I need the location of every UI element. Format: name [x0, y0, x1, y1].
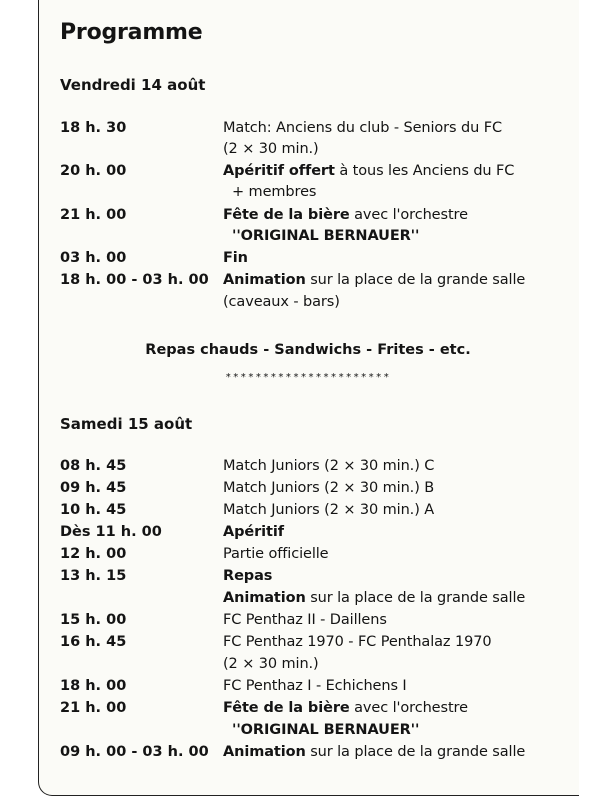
row-desc: Match Juniors (2 × 30 min.) B	[223, 480, 435, 496]
row-desc	[223, 741, 525, 763]
schedule-row	[60, 204, 560, 226]
row-time: 18 h. 00	[60, 678, 127, 694]
row-desc	[223, 565, 272, 587]
schedule-row-cont	[60, 719, 560, 741]
row-desc-text: avec l'orchestre	[349, 700, 468, 716]
row-time: 09 h. 00 - 03 h. 00	[60, 744, 209, 760]
row-desc	[223, 697, 468, 719]
meals-line: Repas chauds - Sandwichs - Frites - etc.	[145, 342, 471, 358]
row-time: 18 h. 00 - 03 h. 00	[60, 272, 209, 288]
schedule-row	[60, 697, 560, 719]
schedule-row-cont	[60, 291, 560, 313]
schedule-row	[60, 477, 560, 499]
row-time: 13 h. 15	[60, 568, 127, 584]
page-title: Programme	[60, 20, 203, 45]
row-desc	[223, 204, 468, 226]
row-desc	[223, 521, 284, 543]
row-desc: Match Juniors (2 × 30 min.) A	[223, 502, 435, 518]
row-time: 10 h. 45	[60, 502, 127, 518]
row-cont: ''ORIGINAL BERNAUER''	[232, 722, 420, 738]
row-desc	[223, 247, 248, 269]
schedule-row	[60, 499, 560, 521]
schedule-row-cont	[60, 138, 560, 160]
row-desc	[223, 587, 525, 609]
schedule-row	[60, 609, 560, 631]
row-cont: (caveaux - bars)	[223, 294, 340, 310]
row-time: 03 h. 00	[60, 250, 127, 266]
row-desc: Match: Anciens du club - Seniors du FC	[223, 120, 502, 136]
row-desc: FC Penthaz I - Echichens I	[223, 678, 407, 694]
day1-heading: Vendredi 14 août	[60, 76, 206, 94]
row-desc	[223, 269, 525, 291]
row-desc-bold: Fête de la bière	[223, 700, 350, 716]
row-time: 09 h. 45	[60, 480, 127, 496]
row-cont: (2 × 30 min.)	[223, 141, 319, 157]
schedule-row-cont	[60, 225, 560, 247]
schedule-row	[60, 587, 560, 609]
row-desc-text: à tous les Anciens du FC	[334, 163, 515, 179]
schedule-row	[60, 247, 560, 269]
row-desc-bold: Apéritif offert	[223, 163, 335, 179]
row-desc: Match Juniors (2 × 30 min.) C	[223, 458, 435, 474]
schedule-row-cont	[60, 181, 560, 203]
row-desc-bold: Animation	[223, 272, 306, 288]
row-time: 08 h. 45	[60, 458, 127, 474]
row-desc-bold: Animation	[223, 590, 306, 606]
row-time: 21 h. 00	[60, 207, 127, 223]
row-time: 21 h. 00	[60, 700, 127, 716]
row-desc: FC Penthaz 1970 - FC Penthalaz 1970	[223, 634, 492, 650]
schedule-row	[60, 741, 560, 763]
row-cont: + membres	[232, 184, 317, 200]
row-desc-bold: Fête de la bière	[223, 207, 350, 223]
row-desc-bold: Apéritif	[223, 524, 284, 540]
schedule-row	[60, 160, 560, 182]
row-time: 20 h. 00	[60, 163, 127, 179]
row-desc-bold: Animation	[223, 744, 306, 760]
row-desc-text: sur la place de la grande salle	[305, 272, 526, 288]
row-time: Dès 11 h. 00	[60, 524, 162, 540]
schedule-row-cont	[60, 653, 560, 675]
row-desc-bold: Fin	[223, 250, 248, 266]
row-desc: Partie officielle	[223, 546, 329, 562]
row-time: 12 h. 00	[60, 546, 127, 562]
row-desc-bold: Repas	[223, 568, 273, 584]
row-desc	[223, 160, 514, 182]
row-desc: FC Penthaz II - Daillens	[223, 612, 387, 628]
schedule-row	[60, 455, 560, 477]
schedule-row	[60, 675, 560, 697]
day2-heading: Samedi 15 août	[60, 415, 193, 433]
row-desc-text: avec l'orchestre	[349, 207, 468, 223]
row-time: 16 h. 45	[60, 634, 127, 650]
row-time: 18 h. 30	[60, 120, 127, 136]
schedule-row	[60, 631, 560, 653]
row-desc-text: sur la place de la grande salle	[305, 590, 526, 606]
schedule-row	[60, 117, 560, 139]
schedule-row	[60, 565, 560, 587]
row-desc-text: sur la place de la grande salle	[305, 744, 526, 760]
schedule-row	[60, 521, 560, 543]
schedule-row	[60, 269, 560, 291]
stars-divider: **********************	[225, 372, 391, 383]
schedule-row	[60, 543, 560, 565]
row-cont: (2 × 30 min.)	[223, 656, 319, 672]
row-cont: ''ORIGINAL BERNAUER''	[232, 228, 420, 244]
row-time: 15 h. 00	[60, 612, 127, 628]
